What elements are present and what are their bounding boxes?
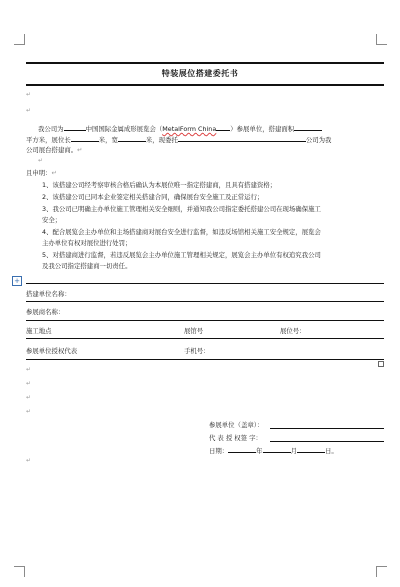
title-top-rule: [26, 62, 384, 64]
blank-field[interactable]: [294, 124, 322, 131]
form-row-line: [26, 338, 384, 339]
signature-rep-line[interactable]: [270, 441, 384, 442]
declaration-item: 2、该搭建公司已同本企业签定相关搭建合同，确保展台安全施工及正常运行；: [42, 193, 264, 201]
site-label: 施工地点: [26, 327, 52, 335]
signature-date-row: [209, 446, 338, 455]
crop-mark-top-right: [376, 34, 387, 45]
blank-field[interactable]: [64, 124, 86, 131]
body-line-3: 公司展台搭建商。↵: [26, 146, 83, 154]
declaration-heading: 且申明：↵: [26, 169, 57, 177]
crop-mark-bottom-right: [376, 566, 387, 577]
declaration-item-cont: 安全；: [42, 216, 62, 224]
blank-field[interactable]: [118, 135, 146, 142]
date-label: 日期：: [209, 447, 229, 455]
form-row-line: [26, 283, 384, 284]
form-row-line: [26, 359, 384, 360]
declaration-item: 5、对搭建商进行监督，若违反展览会主办单位施工管理相关规定，展览会主办单位有权追究我公司: [42, 251, 321, 259]
year-label: 年: [256, 447, 263, 455]
blank-field[interactable]: [216, 124, 230, 131]
body-text: 米，宽: [98, 136, 118, 144]
paragraph-mark: ↵: [26, 408, 32, 415]
body-text: 米，现委托: [145, 136, 178, 144]
body-line-2: [26, 135, 331, 144]
declaration-item: 1、该搭建公司经考察审核合格后确认为本展位唯一指定搭建商，且具有搭建资格；: [42, 181, 277, 189]
booth-label: 展位号：: [280, 327, 306, 335]
brand-name: MetalForm China: [162, 125, 217, 133]
month-field[interactable]: [263, 446, 291, 453]
declaration-item-cont: 及我公司指定搭建商一切责任。: [42, 262, 132, 270]
rep-label: 参展单位授权代表: [26, 347, 78, 355]
form-row-line: [26, 301, 384, 302]
form-row-line: [26, 320, 384, 321]
body-text: 中国国际金属成形展览会（: [85, 125, 163, 133]
declaration-label: 且申明：: [26, 169, 52, 177]
body-text: 公司为我: [305, 136, 332, 144]
declaration-item: 4、配合展览会主办单位和主场搭建商对展台安全进行监督，如违反场馆相关施工安全规定，展览会: [42, 228, 321, 236]
declaration-item: 3、我公司已明确主办单位施工管理相关安全细则，并通知我公司指定委托搭建公司在现场确保施工: [42, 205, 321, 213]
title-bottom-rule: [26, 84, 384, 86]
day-label: 日。: [324, 447, 338, 455]
paragraph-mark: ↵: [26, 457, 32, 464]
table-move-handle-icon[interactable]: +: [12, 276, 22, 286]
body-line-1: [38, 124, 322, 133]
paragraph-mark: ↵: [26, 366, 32, 373]
paragraph-mark: ↵: [26, 380, 32, 387]
declaration-item-cont: 主办单位有权对展位进行处罚；: [42, 239, 132, 247]
blank-field[interactable]: [71, 135, 99, 142]
body-text: 我公司为: [38, 125, 64, 133]
paragraph-mark: ↵: [26, 107, 32, 114]
body-text: ）参展单位，搭建面积: [230, 125, 295, 133]
hall-label: 展馆号: [184, 327, 204, 335]
crop-mark-top-left: [14, 34, 25, 45]
table-resize-handle-icon[interactable]: [378, 361, 384, 367]
blank-field[interactable]: [178, 135, 306, 142]
year-field[interactable]: [228, 446, 256, 453]
signature-unit-label: 参展单位（盖章）：: [209, 421, 264, 429]
crop-mark-bottom-left: [14, 566, 25, 577]
body-text: 平方米，展位长: [26, 136, 71, 144]
builder-name-label: 搭建单位名称：: [26, 290, 71, 298]
month-label: 月: [290, 447, 297, 455]
exhibitor-name-label: 参展商名称：: [26, 308, 65, 316]
phone-label: 手机号：: [184, 347, 210, 355]
paragraph-mark: ↵: [26, 394, 32, 401]
body-text: 公司展台搭建商。: [26, 146, 78, 154]
paragraph-mark: ↵: [26, 91, 32, 98]
signature-unit-line[interactable]: [270, 428, 384, 429]
signature-rep-label: 代 表 授 权签 字：: [209, 434, 262, 442]
day-field[interactable]: [297, 446, 325, 453]
paragraph-mark: ↵: [38, 157, 44, 164]
document-title: 特装展位搭建委托书: [161, 69, 239, 78]
